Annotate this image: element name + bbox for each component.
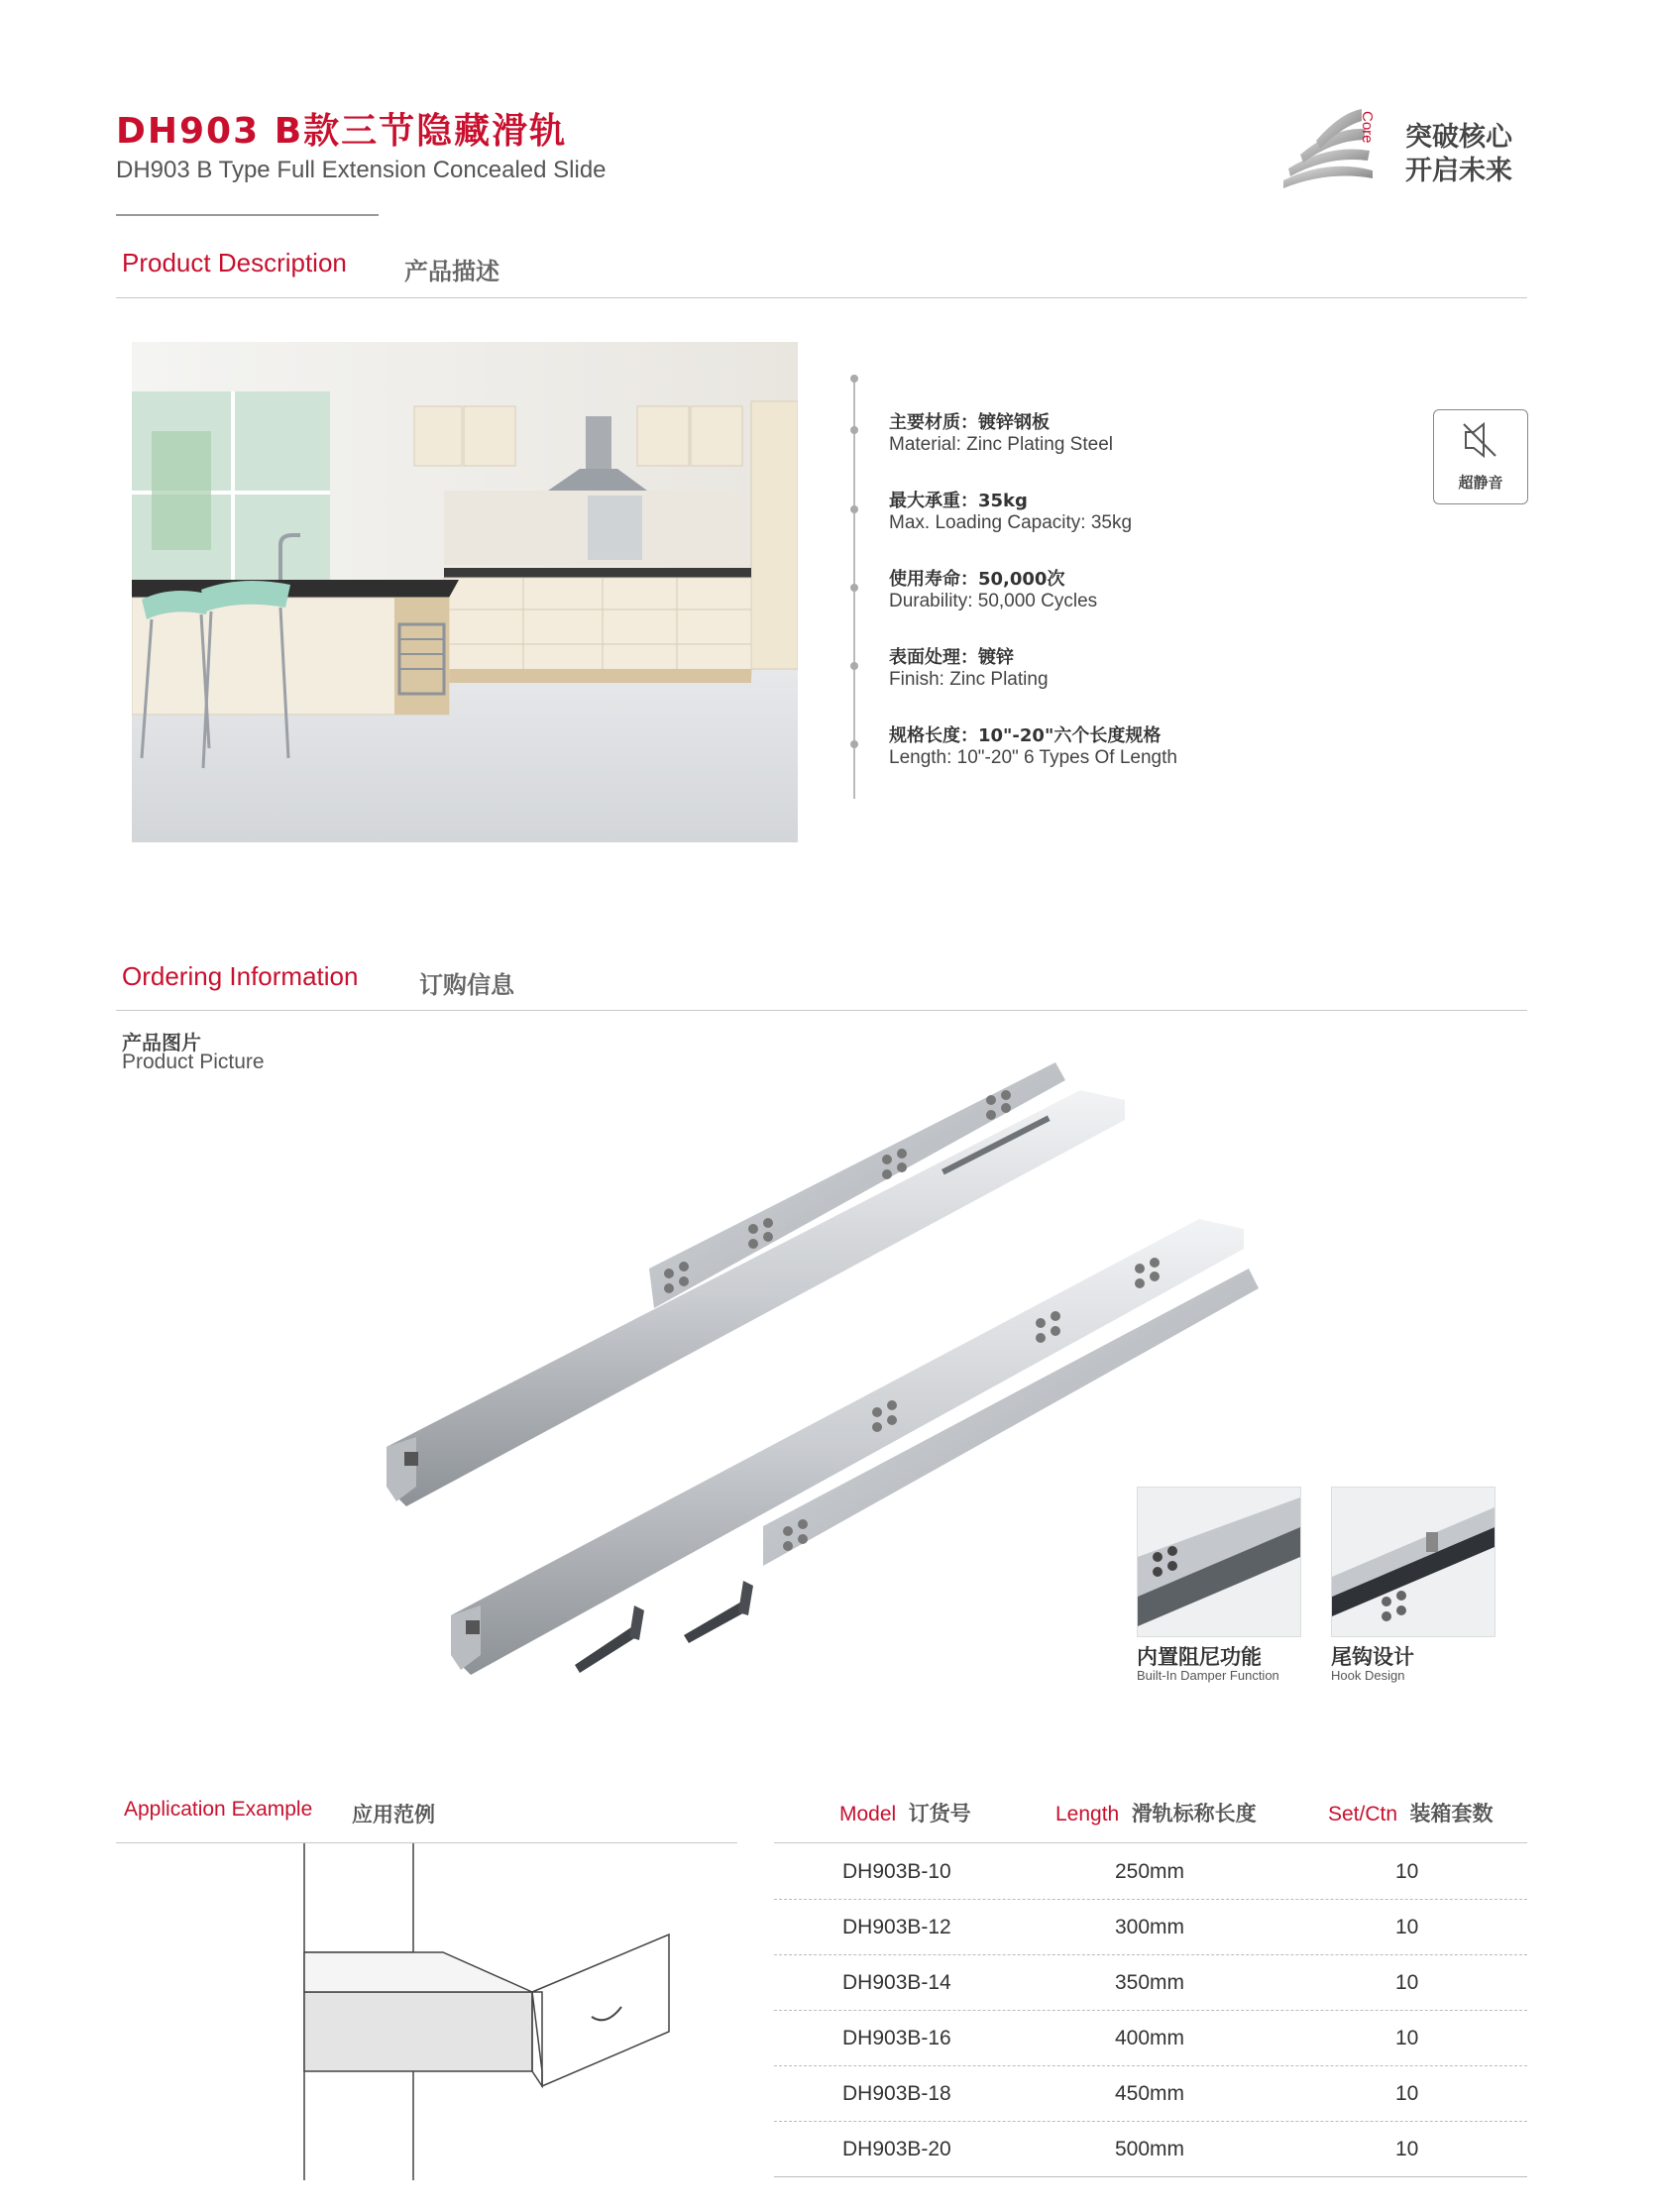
spec-label-en: Finish: Zinc Plating [889, 669, 1049, 690]
cell-set: 10 [1395, 2138, 1419, 2160]
section-title-application-cn: 应用范例 [352, 1803, 435, 1826]
cell-length: 400mm [1115, 2027, 1185, 2049]
header-model-cn: 订货号 [908, 1802, 971, 1825]
spec-durability [889, 565, 1097, 612]
table-header-model [839, 1798, 971, 1827]
header-set-cn: 装箱套数 [1409, 1802, 1494, 1825]
header-length-en: Length [1055, 1803, 1120, 1825]
table-row [774, 2011, 1527, 2066]
cell-set: 10 [1395, 2082, 1419, 2105]
page-title-en: DH903 B Type Full Extension Concealed Slide [116, 157, 607, 183]
product-picture-label-cn: 产品图片 [122, 1031, 201, 1054]
spec-label-en: Durability: 50,000 Cycles [889, 591, 1098, 611]
timeline-dot [850, 505, 858, 513]
table-row [774, 2066, 1527, 2122]
spec-label-en: Max. Loading Capacity: 35kg [889, 512, 1133, 533]
section-title-ordering-cn: 订购信息 [419, 971, 514, 999]
silent-badge [1433, 409, 1528, 504]
table-header-divider [774, 1842, 1527, 1843]
spec-label-cn: 表面处理：镀锌 [889, 647, 1014, 668]
timeline-dot [850, 426, 858, 434]
header-model-en: Model [839, 1803, 897, 1825]
section-title-description-cn: 产品描述 [404, 258, 499, 285]
section-title-application: Application Example [124, 1798, 313, 1821]
feature-damper-en: Built-In Damper Function [1137, 1668, 1279, 1683]
timeline-dot [850, 584, 858, 592]
spec-label-cn: 使用寿命：50,000次 [889, 569, 1065, 590]
cell-length: 300mm [1115, 1916, 1185, 1938]
table-row [774, 1844, 1527, 1900]
hook-detail-image [1331, 1487, 1495, 1637]
cell-set: 10 [1395, 1860, 1419, 1883]
feature-hook-cn: 尾钩设计 [1331, 1645, 1414, 1669]
section-divider [116, 1010, 1527, 1011]
spec-label-cn: 最大承重：35kg [889, 491, 1028, 511]
section-divider [116, 297, 1527, 298]
spec-label-cn: 规格长度：10"-20"六个长度规格 [889, 725, 1162, 746]
table-header-length [1055, 1798, 1257, 1827]
brand-slogan-2: 开启未来 [1405, 156, 1512, 186]
brand-core-label: Core [1359, 111, 1376, 144]
page-title-cn: DH903 B款三节隐藏滑轨 [116, 111, 568, 152]
feature-hook-en: Hook Design [1331, 1668, 1405, 1683]
spec-label-en: Length: 10"-20" 6 Types Of Length [889, 747, 1177, 768]
table-row [774, 2122, 1527, 2177]
drawer-diagram [116, 1843, 737, 2180]
spec-loading [889, 487, 1132, 534]
table-header-set [1328, 1798, 1494, 1827]
cell-model: DH903B-18 [842, 2082, 951, 2105]
kitchen-photo [132, 342, 798, 842]
cell-model: DH903B-10 [842, 1860, 951, 1883]
section-title-ordering: Ordering Information [122, 961, 359, 991]
cell-model: DH903B-20 [842, 2138, 951, 2160]
spec-length [889, 721, 1177, 769]
cell-length: 350mm [1115, 1971, 1185, 1994]
cell-model: DH903B-14 [842, 1971, 951, 1994]
damper-detail-image [1137, 1487, 1301, 1637]
cell-set: 10 [1395, 2027, 1419, 2049]
table-row [774, 1955, 1527, 2011]
cell-length: 500mm [1115, 2138, 1185, 2160]
header-length-cn: 滑轨标称长度 [1131, 1802, 1257, 1825]
cell-length: 450mm [1115, 2082, 1185, 2105]
spec-label-en: Material: Zinc Plating Steel [889, 434, 1113, 455]
timeline-dot [850, 740, 858, 748]
timeline-dot [850, 375, 858, 383]
title-divider [116, 214, 379, 216]
cell-set: 10 [1395, 1916, 1419, 1938]
spec-material [889, 408, 1113, 456]
brand-slogan-1: 突破核心 [1405, 122, 1512, 153]
cell-set: 10 [1395, 1971, 1419, 1994]
timeline-dot [850, 662, 858, 670]
silent-badge-label: 超静音 [1458, 474, 1503, 492]
header-set-en: Set/Ctn [1328, 1803, 1398, 1825]
cell-model: DH903B-16 [842, 2027, 951, 2049]
section-title-description: Product Description [122, 248, 347, 277]
mute-speaker-icon [1434, 410, 1527, 470]
table-row [774, 1900, 1527, 1955]
slide-product-image [387, 1051, 1259, 1695]
spec-label-cn: 主要材质：镀锌钢板 [889, 412, 1050, 433]
spec-finish [889, 643, 1049, 691]
cell-model: DH903B-12 [842, 1916, 951, 1938]
cell-length: 250mm [1115, 1860, 1185, 1883]
product-picture-label-en: Product Picture [122, 1051, 265, 1073]
feature-damper-cn: 内置阻尼功能 [1137, 1645, 1262, 1669]
